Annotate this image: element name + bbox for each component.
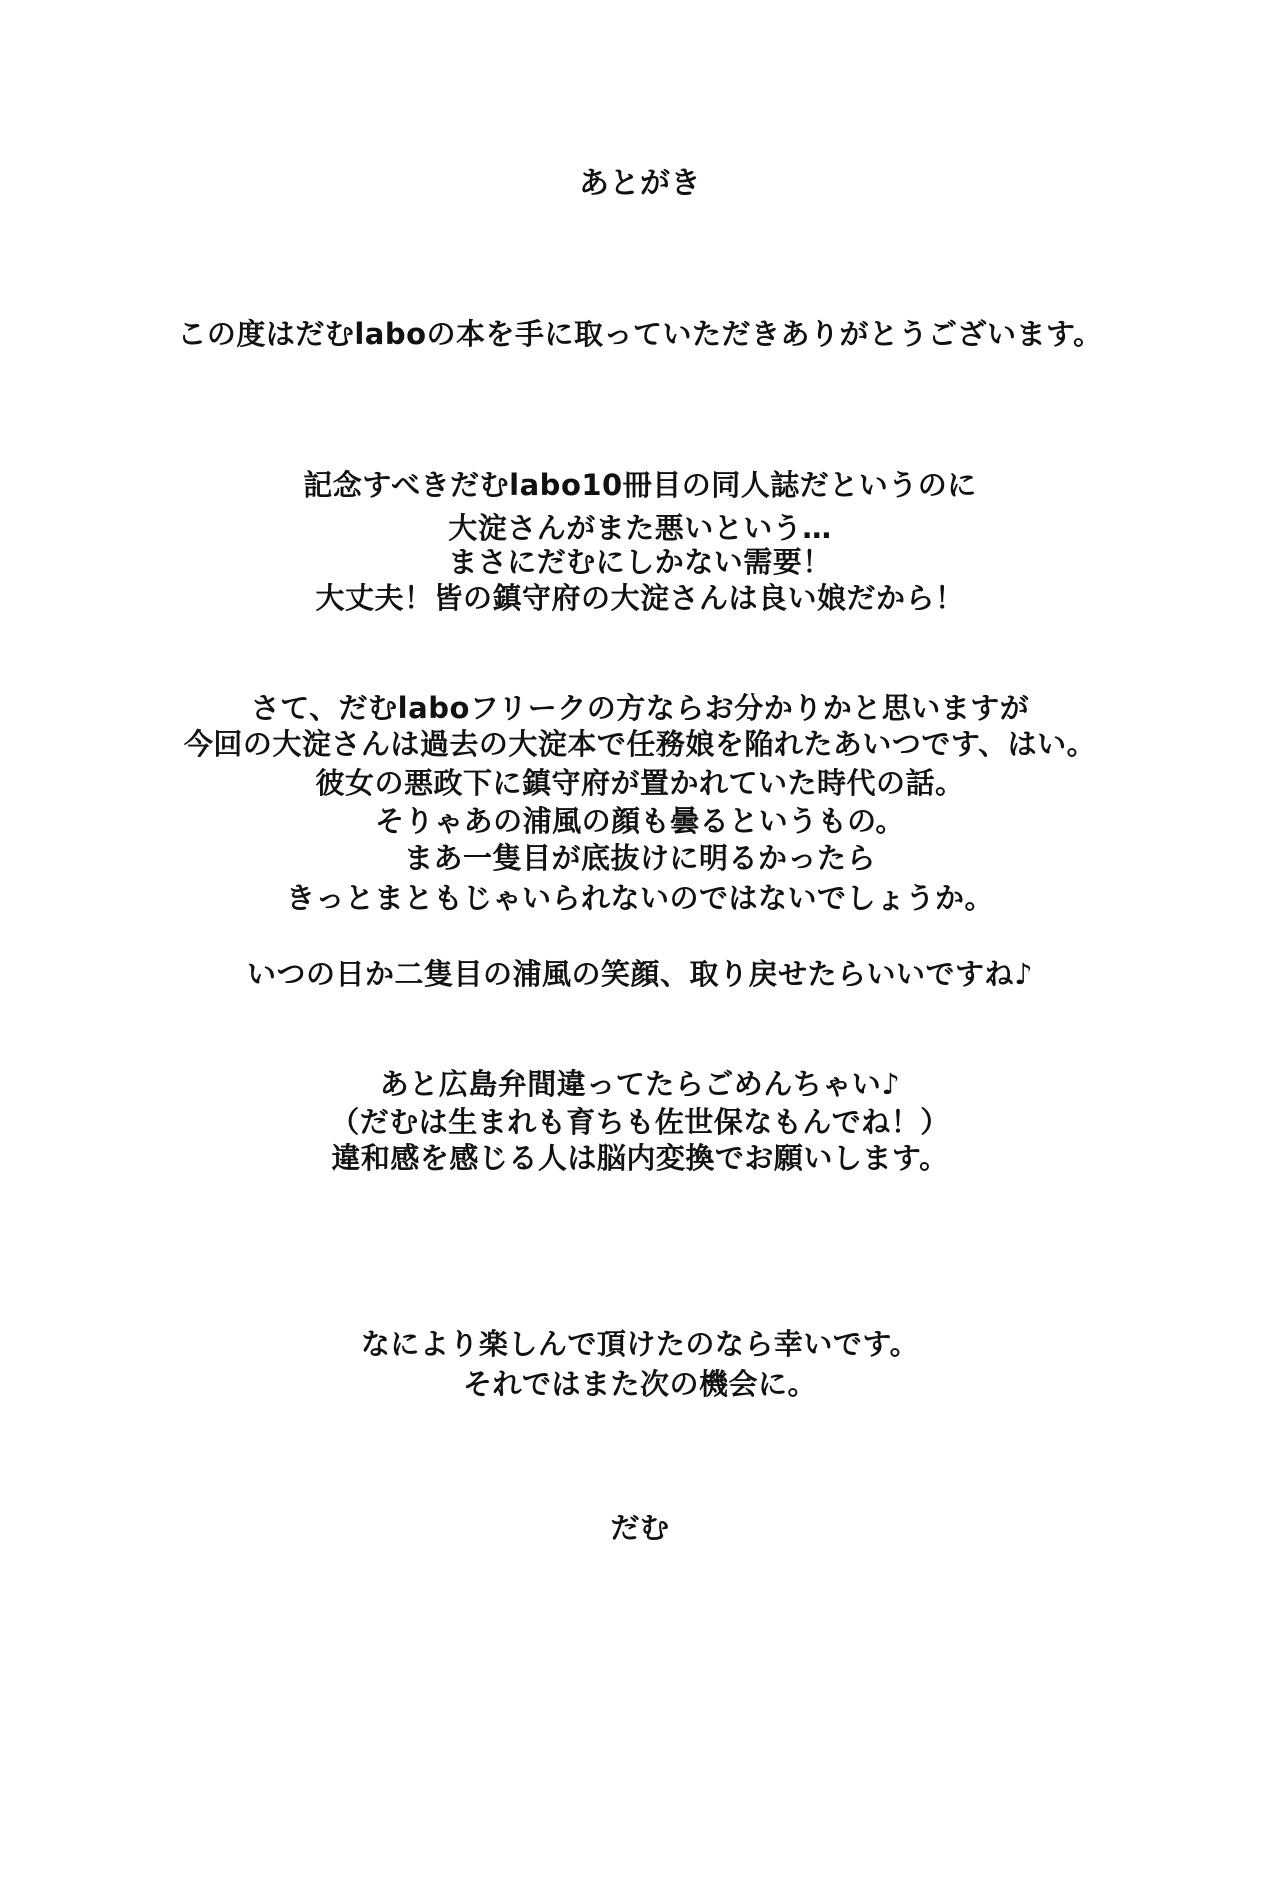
signature: だむ <box>610 1511 670 1545</box>
paragraph1-line-1: 記念すべきだむlabo10冊目の同人誌だというのに <box>303 468 977 502</box>
paragraph3-line: いつの日か二隻目の浦風の笑顔、取り戻せたらいいですね♪ <box>246 957 1033 991</box>
closing-line-1: なにより楽しんで頂けたのなら幸いです。 <box>360 1327 920 1361</box>
page-title: あとがき <box>579 166 701 201</box>
paragraph4-line-1: あと広島弁間違ってたらごめんちゃい♪ <box>379 1067 901 1101</box>
paragraph2-line-1: さて、だむlaboフリークの方ならお分かりかと思いますが <box>250 691 1030 725</box>
paragraph2-line-2: 今回の大淀さんは過去の大淀本で任務娘を陥れたあいつです、はい。 <box>183 727 1097 761</box>
paragraph1-line-4: 大丈夫！皆の鎮守府の大淀さんは良い娘だから！ <box>315 581 965 615</box>
intro-line: この度はだむlaboの本を手に取っていただきありがとうございます。 <box>177 317 1103 351</box>
paragraph1-line-3: まさにだむにしかない需要！ <box>448 545 832 579</box>
paragraph2-line-4: そりゃあの浦風の顔も曇るというもの。 <box>375 804 905 838</box>
paragraph1-line-2: 大淀さんがまた悪いという… <box>448 511 832 545</box>
paragraph4-line-2: （だむは生まれも育ちも佐世保なもんでね！） <box>330 1105 950 1139</box>
paragraph2-line-3: 彼女の悪政下に鎮守府が置かれていた時代の話。 <box>315 766 965 800</box>
paragraph4-line-3: 違和感を感じる人は脳内変換でお願いします。 <box>331 1141 949 1175</box>
paragraph2-line-6: きっとまともじゃいられないのではないでしょうか。 <box>285 881 994 915</box>
closing-line-2: それではまた次の機会に。 <box>462 1367 817 1401</box>
paragraph2-line-5: まあ一隻目が底抜けに明るかったら <box>403 841 876 875</box>
